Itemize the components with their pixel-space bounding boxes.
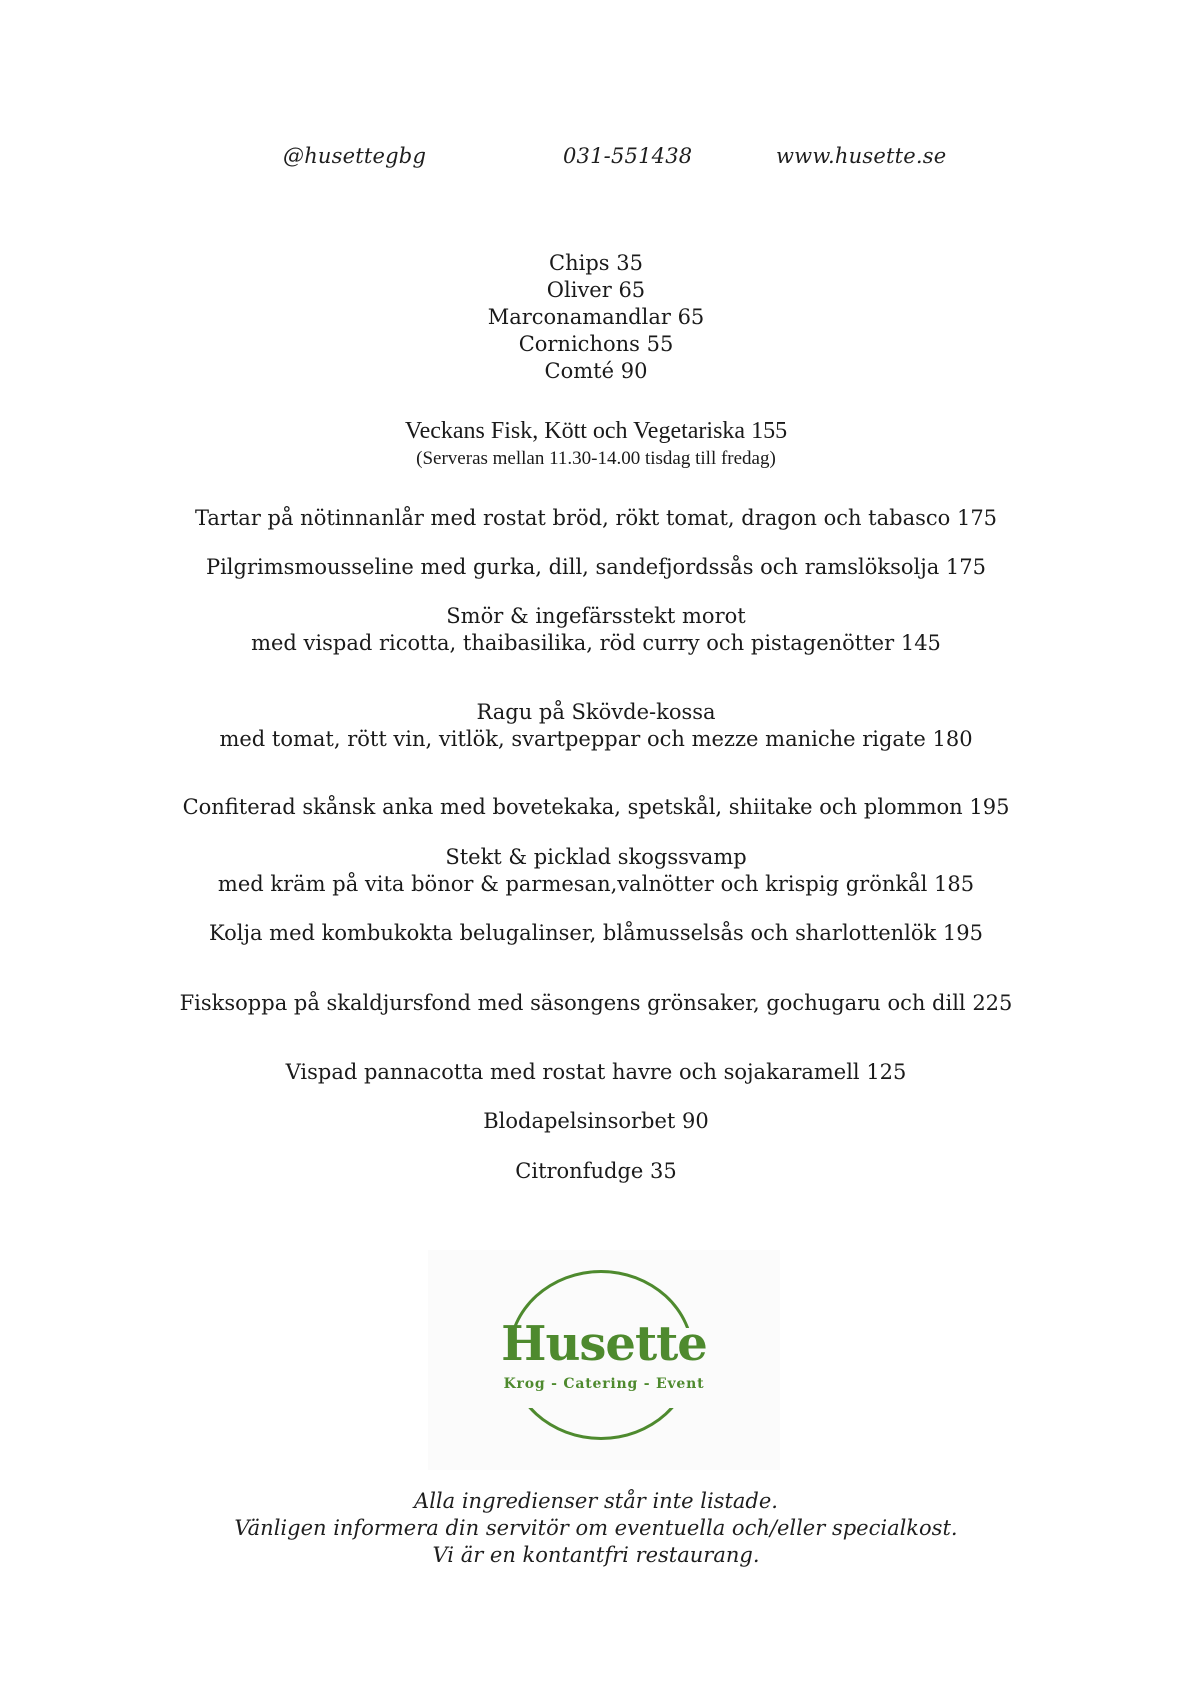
snack-item: Comté 90 xyxy=(544,359,648,383)
snack-item: Chips 35 xyxy=(549,251,643,275)
dessert-fudge: Citronfudge 35 xyxy=(515,1159,677,1183)
dish-morot-desc: med vispad ricotta, thaibasilika, röd curry och pistagenötter 145 xyxy=(251,631,941,655)
phone-number: 031-551438 xyxy=(563,144,693,168)
snack-item: Oliver 65 xyxy=(546,278,646,302)
husette-logo xyxy=(428,1250,780,1470)
footer-line: Vi är en kontantfri restaurang. xyxy=(432,1543,760,1567)
snack-item: Cornichons 55 xyxy=(518,332,674,356)
footer-line: Vänligen informera din servitör om eventuella och/eller specialkost. xyxy=(234,1516,958,1540)
weekly-special-note: (Serveras mellan 11.30-14.00 tisdag till fredag) xyxy=(416,448,776,469)
footer-line: Alla ingredienser står inte listade. xyxy=(414,1489,778,1513)
dessert-sorbet: Blodapelsinsorbet 90 xyxy=(483,1109,709,1133)
dish-svamp-title: Stekt & picklad skogssvamp xyxy=(445,845,747,869)
instagram-handle: @husettegbg xyxy=(283,144,427,168)
dish-svamp-desc: med kräm på vita bönor & parmesan,valnötter och krispig grönkål 185 xyxy=(217,872,975,896)
dish-morot-title: Smör & ingefärsstekt morot xyxy=(446,604,746,628)
footer-notice xyxy=(0,1488,1192,1569)
dish-anka: Confiterad skånsk anka med bovetekaka, spetskål, shiitake och plommon 195 xyxy=(182,795,1010,819)
dish-kolja: Kolja med kombukokta belugalinser, blåmusselsås och sharlottenlök 195 xyxy=(208,921,983,945)
logo-tagline: Krog - Catering - Event xyxy=(503,1376,705,1392)
snacks-list xyxy=(0,250,1192,385)
dish-ragu-title: Ragu på Skövde-kossa xyxy=(476,700,716,724)
website-url: www.husette.se xyxy=(776,144,947,168)
dish-pilgrim: Pilgrimsmousseline med gurka, dill, sandefjordssås och ramslöksolja 175 xyxy=(205,555,987,579)
dish-fisksoppa: Fisksoppa på skaldjursfond med säsongens grönsaker, gochugaru och dill 225 xyxy=(179,991,1013,1015)
weekly-special-title: Veckans Fisk, Kött och Vegetariska 155 xyxy=(404,418,788,444)
logo-name: Husette xyxy=(501,1316,707,1372)
dish-tartar: Tartar på nötinnanlår med rostat bröd, rökt tomat, dragon och tabasco 175 xyxy=(194,506,998,530)
dish-ragu-desc: med tomat, rött vin, vitlök, svartpeppar och mezze maniche rigate 180 xyxy=(219,727,973,751)
snack-item: Marconamandlar 65 xyxy=(487,305,705,329)
dessert-pannacotta: Vispad pannacotta med rostat havre och sojakaramell 125 xyxy=(285,1060,907,1084)
